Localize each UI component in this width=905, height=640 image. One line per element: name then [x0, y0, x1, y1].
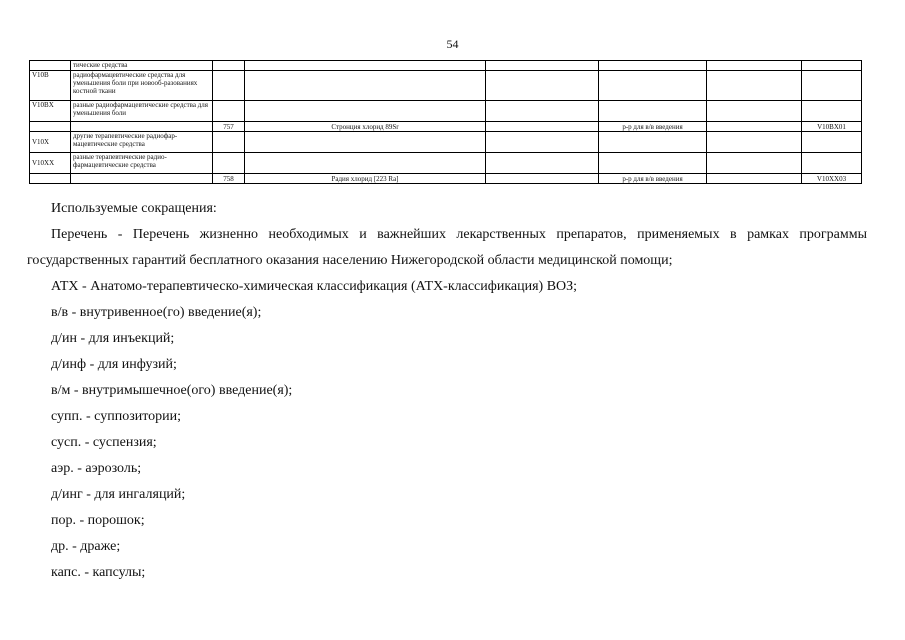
dosage-form-cell — [599, 132, 707, 153]
empty-cell — [707, 101, 802, 122]
atx-full-code-cell: V10BX01 — [802, 122, 862, 132]
atx-code-cell: V10B — [30, 71, 71, 101]
item-number-cell — [213, 101, 245, 122]
drug-name-cell — [245, 101, 486, 122]
table-row — [30, 132, 862, 153]
item-number-cell — [213, 132, 245, 153]
dosage-form-cell — [599, 153, 707, 174]
dosage-form-cell — [599, 71, 707, 101]
abbreviation-item: АТХ - Анатомо-терапевтическо-химическая классификация (АТХ-классификация) ВОЗ; — [51, 279, 578, 294]
empty-cell — [486, 71, 599, 101]
atx-group-cell: тические средства — [71, 61, 213, 71]
atx-code-cell — [30, 61, 71, 71]
item-number-cell: 758 — [213, 174, 245, 184]
dosage-form-cell: р-р для в/в введения — [599, 122, 707, 132]
drug-name-cell: Стронция хлорид 89Sr — [245, 122, 486, 132]
atx-full-code-cell — [802, 101, 862, 122]
empty-cell — [707, 132, 802, 153]
abbreviation-item: в/в - внутривенное(го) введение(я); — [51, 305, 262, 320]
atx-group-cell: другие терапевтические радиофар-мацевтические средства — [71, 132, 213, 153]
table-row — [30, 153, 862, 174]
empty-cell — [707, 122, 802, 132]
item-number-cell — [213, 153, 245, 174]
dosage-form-cell — [599, 101, 707, 122]
abbreviation-item: д/ин - для инъекций; — [51, 331, 175, 346]
abbreviation-item: супп. - суппозитории; — [51, 409, 182, 424]
abbreviation-item: Перечень - Перечень жизненно необходимых и важнейших лекарственных препаратов, применяемых в рамках программы государственных гарантий бесплатного оказания населению Нижегородской области медицинской помощи; — [27, 227, 867, 268]
drug-name-cell — [245, 153, 486, 174]
atx-full-code-cell — [802, 153, 862, 174]
abbreviation-item: аэр. - аэрозоль; — [51, 461, 142, 476]
empty-cell — [707, 174, 802, 184]
drug-name-cell — [245, 61, 486, 71]
atx-full-code-cell: V10XX03 — [802, 174, 862, 184]
item-number-cell — [213, 61, 245, 71]
abbreviations-section — [27, 196, 867, 586]
drug-name-cell: Радия хлорид [223 Ra] — [245, 174, 486, 184]
empty-cell — [707, 71, 802, 101]
atx-code-cell — [30, 122, 71, 132]
table-row — [30, 174, 862, 184]
atx-group-cell: радиофармацевтические средства для уменьшения боли при новооб-разованиях костной ткани — [71, 71, 213, 101]
atx-code-cell: V10XX — [30, 153, 71, 174]
drug-name-cell — [245, 71, 486, 101]
empty-cell — [486, 122, 599, 132]
abbreviations-heading: Используемые сокращения: — [51, 201, 217, 216]
abbreviation-item: др. - драже; — [51, 539, 121, 554]
empty-cell — [707, 153, 802, 174]
empty-cell — [486, 153, 599, 174]
abbreviation-item: капс. - капсулы; — [51, 565, 146, 580]
dosage-form-cell: р-р для в/в введения — [599, 174, 707, 184]
atx-group-cell: разные терапевтические радио-фармацевтические средства — [71, 153, 213, 174]
item-number-cell — [213, 71, 245, 101]
empty-cell — [486, 132, 599, 153]
abbreviation-item: пор. - порошок; — [51, 513, 145, 528]
atx-code-cell: V10BX — [30, 101, 71, 122]
drug-table — [29, 60, 862, 184]
atx-code-cell: V10X — [30, 132, 71, 153]
page-number: 54 — [446, 37, 459, 51]
atx-full-code-cell — [802, 71, 862, 101]
empty-cell — [707, 61, 802, 71]
abbreviation-item: сусп. - суспензия; — [51, 435, 157, 450]
atx-group-cell — [71, 174, 213, 184]
drug-name-cell — [245, 132, 486, 153]
item-number-cell: 757 — [213, 122, 245, 132]
dosage-form-cell — [599, 61, 707, 71]
atx-code-cell — [30, 174, 71, 184]
abbreviation-item: в/м - внутримышечное(ого) введение(я); — [51, 383, 293, 398]
table-row — [30, 122, 862, 132]
atx-full-code-cell — [802, 132, 862, 153]
atx-group-cell: разные радиофармацевтические средства для уменьшения боли — [71, 101, 213, 122]
table-row — [30, 71, 862, 101]
empty-cell — [486, 61, 599, 71]
atx-group-cell — [71, 122, 213, 132]
abbreviation-item: д/инг - для ингаляций; — [51, 487, 186, 502]
table-row — [30, 101, 862, 122]
table-row — [30, 61, 862, 71]
empty-cell — [486, 174, 599, 184]
atx-full-code-cell — [802, 61, 862, 71]
abbreviation-item: д/инф - для инфузий; — [51, 357, 177, 372]
empty-cell — [486, 101, 599, 122]
